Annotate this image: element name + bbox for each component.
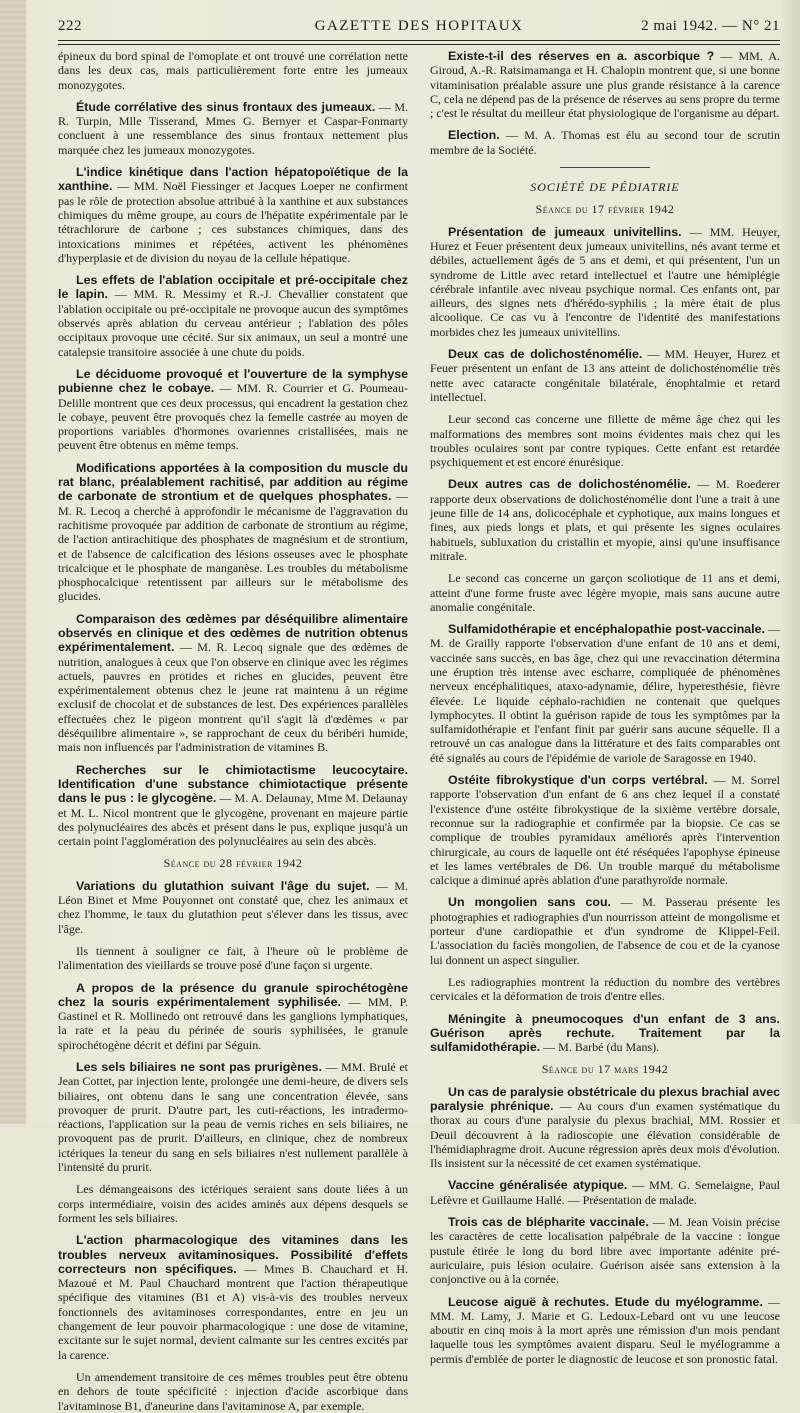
issue-date: 2 mai 1942. — N° 21 bbox=[641, 18, 780, 34]
article-body: — MM. G. Semelaigne, Paul Lefèvre et Guillaume Hallé. — Présentation de malade. bbox=[430, 1178, 780, 1207]
article-sinus bbox=[58, 100, 408, 157]
section-divider bbox=[560, 167, 650, 168]
article-leucose bbox=[430, 1295, 780, 1366]
article-election bbox=[430, 128, 780, 157]
article-body: — M. R. Lecoq a cherché à approfondir le mécanisme de l'aggravation du rachitisme provoquée par addition de carbonate de strontium au régime, de l'action antirachitique des phosphates de magnésium et de strontium, et de l'absence de calcification des lésions osseuses avec le phosphate tricalcique et le phosphate de manganèse. Les troubles du métabolisme phosphocalcique retentissent par ailleurs sur le métabolisme des glucides. bbox=[58, 489, 409, 604]
article-sels-biliaires bbox=[58, 1060, 408, 1174]
article-title: L'indice kinétique dans l'action hépatopoïétique de la xanthine. bbox=[58, 165, 408, 194]
article-dolicho2 bbox=[430, 477, 780, 563]
article-body: — MM. R. Courrier et G. Poumeau-Delille montrent que ces deux processus, qui encadrent la gestation chez le cobaye, peuvent être provoqués chez la femelle castrée au moyen de proportions variables d'hormones ovariennes cristallisées, mais ne peuvent être obtenus en même temps. bbox=[58, 381, 408, 453]
article-glutathion bbox=[58, 879, 408, 936]
article-title: L'action pharmacologique des vitamines dans les troubles nerveux avitaminosiques. Possibilité d'effets correcteurs non spécifiques. bbox=[58, 1233, 408, 1276]
article-muscle bbox=[58, 461, 408, 604]
article-jumeaux bbox=[430, 225, 780, 339]
article-title: Vaccine généralisée atypique. bbox=[448, 1178, 628, 1193]
article-oedemes bbox=[58, 612, 408, 755]
page-header bbox=[58, 18, 780, 41]
article-vaccine bbox=[430, 1178, 780, 1207]
article-mongolien bbox=[430, 895, 780, 966]
article-title: Ostéite fibrokystique d'un corps vertébral. bbox=[448, 773, 708, 788]
article-title: Le déciduome provoqué et l'ouverture de la symphyse pubienne chez le cobaye. bbox=[58, 366, 408, 396]
article-body: — M. A. Delaunay, Mme M. Delaunay et M. L. Nicol montrent que le glycogène, provenant en majeure partie des polynucléaires des abcès et présent dans le pus, explique jusqu'à un certain point l'agglomération des polynucléaires au sein des abcès. bbox=[58, 791, 408, 849]
article-body: — Mmes B. Chauchard et H. Mazoué et M. Paul Chauchard montrent que l'action thérapeutique spécifique des vitamines (B1 et A) vis-à-vis des troubles nerveux fonctionnels des avitaminoses correspondantes, entre en jeu un changement de leur pouvoir pharmacologique : une dose de vitamine, excitante sur le sujet normal, devient calmante sur les centres excités par la carence. bbox=[58, 1261, 408, 1362]
article-osteite bbox=[430, 773, 780, 887]
article-body: — MM. Brulé et Jean Cottet, par injection lente, prolongée une demi-heure, de divers sels biliaires, ont obtenu dans le sang une concentration élevée, sans provoquer de prurit. D'autre part, les cuti-réactions, les intradermo-réactions, l'application sur la peau de vernis riches en sels biliaires, ne provoquent pas de prurit. D'ailleurs, en clinique, chez de nombreux ictériques la teneur du sang en sels biliaires n'est nullement parallèle à l'intensité du prurit. bbox=[58, 1060, 408, 1175]
article-deciduome bbox=[58, 367, 408, 453]
article-glutathion-cont: Ils tiennent à souligner ce fait, à l'heure où le problème de l'alimentation des vieillards se trouve posé d'une façon si urgente. bbox=[58, 943, 408, 973]
page-number: 222 bbox=[58, 18, 82, 34]
article-title: Election. bbox=[448, 128, 500, 143]
header-rule bbox=[58, 44, 780, 45]
article-body: — Au cours d'un examen systématique du thorax au cours d'une paralysie du plexus brachial, MM. Rossier et Deuil découvrent à la radioscopie une élévation considérable de l'hémidiaphragme droit. Aucune régression après deux mois d'évolution. Ils insistent sur la nécessité de cet examen systématique. bbox=[430, 1099, 781, 1171]
article-mongolien-cont: Les radiographies montrent la réduction du nombre des vertèbres cervicales et la déformation de trois d'entre elles. bbox=[430, 974, 780, 1004]
article-title: A propos de la présence du granule spirochétogène chez la souris expérimentalement syphilisée. bbox=[58, 980, 408, 1009]
article-title: Modifications apportées à la composition du muscle du rat blanc, préalablement rachitisé, par addition au régime de carbonate de strontium et de quelques phosphates. bbox=[58, 460, 408, 504]
columns bbox=[58, 49, 781, 1413]
article-body: — MM. P. Gastinel et R. Mollinedo ont retrouvé dans les ganglions lymphatiques, la rate et la peau du périnée de souris syphilisées, le granule spirochétogène décrit et défini par Séguin. bbox=[58, 994, 408, 1052]
article-title: Deux cas de dolichosténomélie. bbox=[448, 347, 643, 362]
article-dolicho-cont: Leur second cas concerne une fillette de même âge chez qui les malformations des membres sont moins évidentes mais chez qui les troubles oculaires sont par contre typiques. Cette enfant est retardée psychiquement et est encore énurésique. bbox=[430, 412, 780, 470]
article-vitamines bbox=[58, 1233, 408, 1362]
article-xanthine bbox=[58, 165, 408, 265]
article-body: — MM. R. Messimy et R.-J. Chevallier constatent que l'ablation occipitale ou pré-occipitale ne provoque aucun des symptômes observés après ablation du cerveau antérieur ; l'ablation des pôles occipitaux provoque une cécité. Sur six animaux, un seul a montré une catalepsie transitoire associée à une chute du poids. bbox=[58, 287, 409, 359]
article-body: — MM. Heuyer, Hurez et Feuer présentent un enfant de 13 ans atteint de dolichosténomélie très nette avec cataracte congénitale bilatérale, énophtalmie et retard intellectuel. bbox=[430, 347, 780, 404]
article-body: — M. Barbé (du Mans). bbox=[540, 1040, 660, 1055]
article-title: Existe-t-il des réserves en a. ascorbique ? bbox=[448, 49, 715, 63]
article-title: Deux autres cas de dolichosténomélie. bbox=[448, 477, 691, 492]
article-body: — M. R. Lecoq signale que des œdèmes de nutrition, analogues à ceux que l'on observe en clinique avec les régimes actuels, pauvres en protides et riches en glucides, peuvent être expérimentalement obtenus chez le jeune rat maintenu à un régime exclusif de chocolat et de substances de lest. Des expériences parallèles effectuées chez le pigeon montrent qu'il s'agit là d'œdèmes « par déséquilibre alimentaire », se rapprochant de ceux du béribéri humide, mais non influencés par l'administration de vitamines B. bbox=[58, 640, 408, 755]
article-body: — M. A. Thomas est élu au second tour de scrutin membre de la Société. bbox=[430, 128, 780, 157]
article-title: Recherches sur le chimiotactisme leucocytaire. Identification d'une substance chimiotactique présente dans le pus : le glycogène. bbox=[58, 762, 408, 806]
article-dolicho2-cont: Le second cas concerne un garçon scoliotique de 11 ans et demi, atteint d'une forme fruste avec légère myopie, mais sans aucune autre anomalie congénitale. bbox=[430, 571, 780, 614]
society-heading: SOCIÉTÉ DE PÉDIATRIE bbox=[530, 180, 680, 195]
article-ascorbique bbox=[430, 49, 780, 120]
article-title: Les effets de l'ablation occipitale et pré-occipitale chez le lapin. bbox=[58, 273, 408, 302]
article-title: Présentation de jumeaux univitellins. bbox=[448, 224, 682, 239]
article-title: Étude corrélative des sinus frontaux des jumeaux. bbox=[76, 99, 376, 114]
article-title: Variations du glutathion suivant l'âge du sujet. bbox=[76, 878, 370, 893]
journal-title: GAZETTE DES HOPITAUX bbox=[314, 18, 524, 34]
article-title: Un cas de paralysie obstétricale du plexus brachial avec paralysie phrénique. bbox=[430, 1084, 780, 1113]
article-title: Un mongolien sans cou. bbox=[448, 895, 612, 910]
article-meningite bbox=[430, 1012, 780, 1055]
article-body: — MM. A. Giroud, A.-R. Ratsimamanga et H. Chalopin montrent que, si une bonne vitaminisation préalable assure une plus grande résistance à la carence C, cela ne dépend pas de la présence de réserves au sens propre du terme ; c'est le résultat du meilleur état physiologique de l'organisme au départ. bbox=[430, 49, 781, 121]
article-sels-biliaires-cont: Les démangeaisons des ictériques seraient sans doute liées à un corps intermédiaire, voisin des acides aminés aux dépens desquels se forment les sels biliaires. bbox=[58, 1182, 408, 1225]
article-sulfamido bbox=[430, 622, 780, 765]
article-title: Méningite à pneumocoques d'un enfant de 3 ans. Guérison après rechute. Traitement par la sulfamidothérapie. bbox=[430, 1011, 780, 1055]
article-title: Leucose aiguë à rechutes. Etude du myélogramme. bbox=[448, 1294, 763, 1309]
article-body: — M. R. Turpin, Mlle Tisserand, Mmes G. Bernyer et Caspar-Fonmarty concluent à une ressemblance des sinus frontaux nettement plus marquée chez les jumeaux monozygotes. bbox=[58, 99, 409, 157]
article-body: — M. de Grailly rapporte l'observation d'une enfant de 10 ans et demi, vaccinée sans succès, en bas âge, chez qui une revaccination détermina une éruption très intense avec escharre, compliquée de phénomènes nerveux encéphalitiques, ataxo-adynamie, délire, hyperesthésie, fièvre élevée. Le liquide céphalo-rachidien ne contenait que quelques lymphocytes. Il obtint la guérison rapide de tous les symptômes par la sulfamidothérapie et l'enfant finit par guérir sans aucune séquelle. Il a retrouvé un cas analogue dans la littérature et des faits comparables ont été signalés au cours de l'épidémie de variole de Saragosse en 1940. bbox=[430, 622, 781, 765]
left-column bbox=[58, 49, 409, 1413]
article-dolicho bbox=[430, 347, 780, 404]
article-body: — M. Jean Voisin précise les caractères de cette localisation palpébrale de la vaccine : longue pustule étirée le long du bord libre avec importante adénite pré-auriculaire, puis lésion oculaire. Guérison aisée sans extension à la conjonctive ou à la cornée. bbox=[430, 1215, 780, 1287]
article-title: Les sels biliaires ne sont pas prurigènes. bbox=[76, 1060, 322, 1074]
article-body: — M. Roederer rapporte deux observations de dolichosténomélie dont l'une a trait à une jeune fille de 14 ans, dolicocéphale et cyphotique, aux mains longues et fines, aux pieds longs et plats, et qui présente les signes oculaires habituels, subluxation du cristallin et myopie, ainsi qu'une insuffisance mitrale. bbox=[430, 477, 780, 563]
article-blepharite bbox=[430, 1215, 780, 1286]
article-title: Trois cas de blépharite vaccinale. bbox=[448, 1215, 649, 1230]
continued-paragraph: épineux du bord spinal de l'omoplate et ont trouvé une corrélation nette dans les deux cas, mais particulièrement forte entre les jumeaux monozygotes. bbox=[58, 49, 408, 92]
article-spirochetogene bbox=[58, 981, 408, 1052]
session-heading: Séance du 17 mars 1942 bbox=[541, 1062, 669, 1077]
article-body: — M. Sorrel rapporte l'observation d'un enfant de 6 ans chez lequel il a constaté l'existence d'une ostéite fibrokystique de la sixième vertèbre dorsale, reconnue sur la radiographie et confirmée par la biopsie. Ce cas se complique de troubles pyramidaux améliorés après l'intervention chirurgicale, au cours de laquelle ont été réséquées l'apophyse épineuse et les lames vertébrales de D6. Un trouble marqué du métabolisme calcique a diminué après ablation d'une parathyroïde normale. bbox=[430, 773, 780, 888]
article-title: Comparaison des œdèmes par déséquilibre alimentaire observés en clinique et des œdèmes de nutrition obtenus expérimentalement. bbox=[58, 611, 408, 655]
article-body: — MM. M. Lamy, J. Marie et G. Ledoux-Lebard ont vu une leucose aboutir en cinq mois à la mort après une rémission d'un mois pendant laquelle tous les symptômes avaient disparu. Seul le myélogramme a permis d'emblée de porter le diagnostic de leucose et son pronostic fatal. bbox=[430, 1294, 780, 1366]
article-body: — MM. Noël Fiessinger et Jacques Loeper ne confirment pas le rôle de protection absolue attribué à la xanthine et aux substances chimiques du même groupe, au cours de l'hépatite expérimentale par le tétrachlorure de carbone ; ces substances chimiques, dans des intoxications minimes et répétées, activent les phénomènes d'hyperplasie et de division du noyau de la cellule hépatique. bbox=[58, 179, 408, 265]
article-body: — MM. Heuyer, Hurez et Feuer présentent deux jumeaux univitellins, nés avant terme et débiles, actuellement âgés de 5 ans et demi, et qui présentent, l'un un syndrome de Little avec retard intellectuel et l'autre une hémiplégie cérébrale infantile avec niveau psychique normal. Ces enfants ont, par ailleurs, des signes nets d'hérédo-syphilis ; la mère était de plus alcoolique. Ce cas vu à l'encontre de l'identité des manifestations morbides chez les jumeaux univitellins. bbox=[430, 224, 780, 339]
session-heading: Séance du 17 février 1942 bbox=[535, 202, 675, 217]
article-body: — M. Léon Binet et Mme Pouyonnet ont constaté que, chez les animaux et chez l'homme, le taux du glutathion peut s'élever dans les tissus, avec l'âge. bbox=[58, 878, 408, 936]
article-vitamines-cont: Un amendement transitoire de ces mêmes troubles peut être obtenu en dehors de toute spécificité : injection d'acide ascorbique dans l'avitaminose B1, d'aneurine dans l'avitaminose A, par exemple. bbox=[58, 1369, 408, 1413]
right-column bbox=[430, 49, 781, 1366]
session-heading: Séance du 28 février 1942 bbox=[163, 856, 303, 871]
article-paralysie bbox=[430, 1085, 780, 1171]
article-title: Sulfamidothérapie et encéphalopathie post-vaccinale. bbox=[448, 622, 765, 637]
article-body: — M. Passerau présente les photographies et radiographies d'un nourrisson atteint de mongolisme et porteur d'une cardiopathie et d'un syndrome de Klippel-Feil. L'association du faciès mongolien, de l'absence de cou et de la cyanose lui donnent un aspect singulier. bbox=[430, 895, 780, 967]
article-chimiotactisme bbox=[58, 763, 408, 849]
binding-gutter bbox=[0, 0, 26, 1124]
article-ablation bbox=[58, 273, 408, 359]
